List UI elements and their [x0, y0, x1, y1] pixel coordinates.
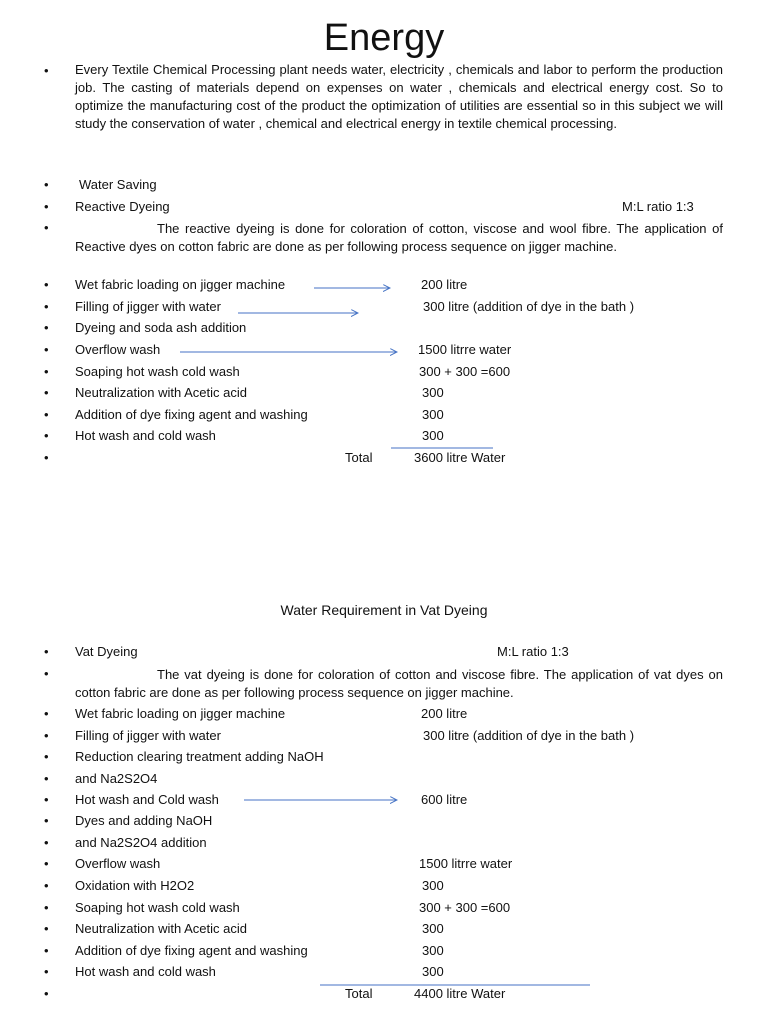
- vat-step-value: 600 litre: [421, 792, 468, 807]
- bullet: •: [44, 644, 49, 659]
- bullet: •: [44, 342, 49, 357]
- vat-step-value: 300: [422, 943, 444, 958]
- reactive-step-label: Soaping hot wash cold wash: [75, 364, 240, 379]
- vat-step-value: 1500 litrre water: [419, 856, 513, 871]
- bullet: •: [44, 199, 49, 214]
- page-title: Energy: [323, 17, 445, 59]
- bullet: •: [44, 364, 49, 379]
- bullet: •: [44, 299, 49, 314]
- reactive-step-label: Filling of jigger with water: [75, 299, 221, 314]
- vat-step-label: Soaping hot wash cold wash: [75, 900, 240, 915]
- vat-step-label: Reduction clearing treatment adding NaOH: [75, 749, 324, 764]
- reactive-step-value: 300: [422, 407, 444, 422]
- reactive-step-value: 200 litre: [421, 277, 468, 292]
- reactive-step-value: 300: [422, 385, 444, 400]
- bullet: •: [44, 813, 49, 828]
- bullet: •: [44, 878, 49, 893]
- reactive-dyeing-label: Reactive Dyeing: [75, 199, 170, 214]
- vat-step-label: Neutralization with Acetic acid: [75, 921, 247, 936]
- bullet: •: [44, 943, 49, 958]
- reactive-total-label: Total: [345, 450, 373, 465]
- reactive-total-value: 3600 litre Water: [414, 450, 506, 465]
- bullet: •: [44, 385, 49, 400]
- bullet: •: [44, 964, 49, 979]
- bullet: •: [44, 728, 49, 743]
- bullet: •: [44, 792, 49, 807]
- reactive-step-label: Hot wash and cold wash: [75, 428, 216, 443]
- vat-total-label: Total: [345, 986, 373, 1001]
- vat-step-value: 300: [422, 964, 444, 979]
- vat-step-value: 200 litre: [421, 706, 468, 721]
- bullet: •: [44, 900, 49, 915]
- bullet: •: [44, 749, 49, 764]
- bullet: •: [44, 277, 49, 292]
- bullet: •: [44, 835, 49, 850]
- reactive-ml-ratio: M:L ratio 1:3: [622, 199, 694, 214]
- bullet: •: [44, 771, 49, 786]
- vat-step-value: 300: [422, 921, 444, 936]
- vat-total-value: 4400 litre Water: [414, 986, 506, 1001]
- reactive-step-value: 1500 litrre water: [418, 342, 512, 357]
- reactive-step-label: Neutralization with Acetic acid: [75, 385, 247, 400]
- vat-paragraph: The vat dyeing is done for coloration of cotton and viscose fibre. The application of vat dyes on cotton fabric are done as per following process sequence on jigger machine.: [75, 667, 723, 700]
- vat-step-label: and Na2S2O4: [75, 771, 158, 786]
- vat-step-value: 300: [422, 878, 444, 893]
- reactive-step-value: 300: [422, 428, 444, 443]
- bullet: •: [44, 856, 49, 871]
- vat-step-label: Wet fabric loading on jigger machine: [75, 706, 286, 721]
- intro-paragraph: Every Textile Chemical Processing plant needs water, electricity , chemicals and labor to perform the production job. The casting of materials depend on expenses on water , chemicals and electrical energy cost. So to optimize the manufacturing cost of the product the optimization of utilities are essential so in this subject we will study the conservation of water , chemical and electrical energy in textile chemical processing.: [75, 62, 723, 131]
- vat-step-label: Hot wash and Cold wash: [75, 792, 219, 807]
- reactive-step-value: 300 + 300 =600: [419, 364, 511, 379]
- vat-step-value: 300 + 300 =600: [419, 900, 511, 915]
- water-saving-heading: Water Saving: [79, 177, 157, 192]
- reactive-paragraph: The reactive dyeing is done for coloration of cotton, viscose and wool fibre. The application of Reactive dyes on cotton fabric are done as per following process sequence on jigger machine.: [75, 221, 723, 254]
- reactive-step-label: Addition of dye fixing agent and washing: [75, 407, 308, 422]
- vat-ml-ratio: M:L ratio 1:3: [497, 644, 569, 659]
- bullet: •: [44, 706, 49, 721]
- bullet: •: [44, 666, 49, 681]
- vat-step-label: Overflow wash: [75, 856, 161, 871]
- bullet: •: [44, 428, 49, 443]
- bullet: •: [44, 320, 49, 335]
- vat-dyeing-label: Vat Dyeing: [75, 644, 138, 659]
- bullet: •: [44, 450, 49, 465]
- bullet: •: [44, 220, 49, 235]
- reactive-step-label: Overflow wash: [75, 342, 161, 357]
- bullet: •: [44, 63, 49, 78]
- bullet: •: [44, 986, 49, 1001]
- bullet: •: [44, 921, 49, 936]
- vat-step-label: and Na2S2O4 addition: [75, 835, 207, 850]
- vat-step-label: Oxidation with H2O2: [75, 878, 195, 893]
- bullet: •: [44, 407, 49, 422]
- reactive-step-label: Wet fabric loading on jigger machine: [75, 277, 286, 292]
- vat-step-value: 300 litre (addition of dye in the bath ): [423, 728, 635, 743]
- reactive-step-value: 300 litre (addition of dye in the bath ): [423, 299, 635, 314]
- bullet: •: [44, 177, 49, 192]
- reactive-step-label: Dyeing and soda ash addition: [75, 320, 247, 335]
- vat-step-label: Addition of dye fixing agent and washing: [75, 943, 308, 958]
- vat-step-label: Dyes and adding NaOH: [75, 813, 213, 828]
- vat-step-label: Hot wash and cold wash: [75, 964, 216, 979]
- vat-section-title: Water Requirement in Vat Dyeing: [280, 602, 488, 618]
- vat-step-label: Filling of jigger with water: [75, 728, 221, 743]
